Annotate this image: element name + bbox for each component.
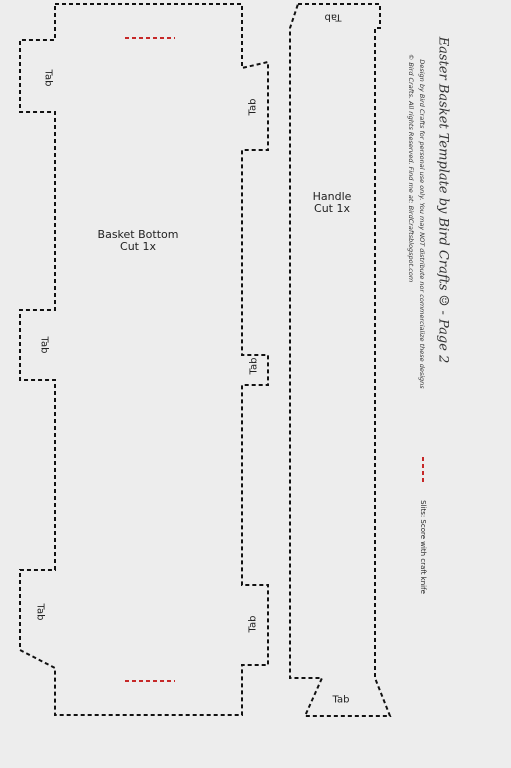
tab-label-left-top: Tab	[42, 69, 54, 87]
basket-bottom-count: Cut 1x	[120, 240, 156, 253]
tab-label-right-middle: Tab	[248, 357, 260, 375]
credit-line-1: Design by Bird Crafts for personal use only. You may NOT distribute nor commercialize these designs	[418, 59, 426, 389]
slit-legend: Slits: Score with craft knife	[419, 500, 427, 594]
handle-count: Cut 1x	[314, 202, 350, 215]
tab-label-handle-bottom: Tab	[332, 694, 350, 706]
basket-bottom-name: Basket Bottom	[97, 228, 179, 241]
handle-label	[313, 191, 352, 215]
basket-bottom-label	[98, 229, 179, 253]
handle-name: Handle	[312, 190, 352, 203]
tab-label-left-bottom: Tab	[34, 603, 46, 621]
handle-outline	[290, 4, 390, 716]
tab-label-right-bottom: Tab	[247, 615, 259, 633]
tab-label-right-top: Tab	[247, 98, 259, 116]
basket-bottom-outline	[20, 4, 268, 715]
page-title: Easter Basket Template by Bird Crafts ☺ - Page 2	[435, 36, 451, 364]
tab-label-handle-top: Tab	[324, 11, 342, 23]
credit-line-2: © Bird Crafts. All rights Reserved. Find me at: BirdCraftsblogspot.com	[407, 53, 415, 283]
tab-label-left-middle: Tab	[38, 336, 50, 354]
